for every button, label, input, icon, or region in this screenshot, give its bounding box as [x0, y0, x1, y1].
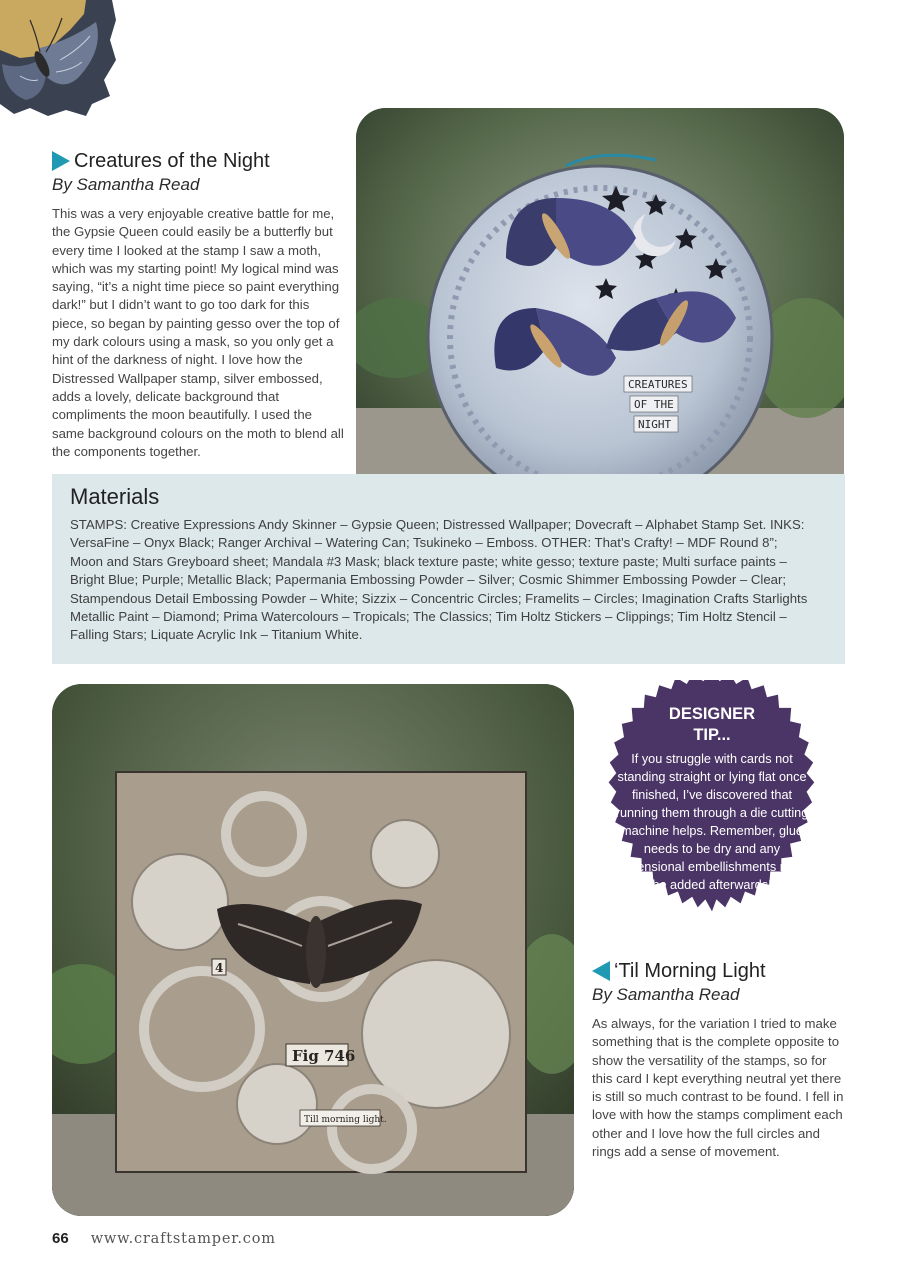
article-1-title: Creatures of the Night: [74, 150, 270, 172]
corner-moth-illustration: [0, 0, 120, 118]
page-number: 66: [52, 1230, 69, 1247]
article-2-byline: By Samantha Read: [592, 985, 740, 1004]
fig-label: Fig 746: [292, 1047, 356, 1065]
materials-title: Materials: [70, 484, 160, 509]
tip-text: If you struggle with cards not standing straight or lying flat once finished, I’ve discovered that running them through a die cutting machine helps. Remember, glue needs to be dry and any dimensional embellishments must be added afterwards!: [615, 752, 809, 892]
triangle-right-icon: [52, 151, 70, 171]
article-2-body: As always, for the variation I tried to make something that is the complete opposite to show the versatility of the stamps, so for this card I kept everything neutral yet there is still so much contrast to be found. I fell in love with how the stamps compliment each other and I love how the full circles and rings add a sense of movement.: [592, 1016, 844, 1160]
plaque-label-line-2: OF THE: [634, 398, 674, 411]
materials-box: [52, 474, 845, 664]
designer-tip-badge: [592, 680, 832, 920]
tip-content: [606, 704, 818, 894]
site-url: www.craftstamper.com: [90, 1231, 276, 1247]
article-2-heading: [592, 958, 848, 984]
materials-list: STAMPS: Creative Expressions Andy Skinner – Gypsie Queen; Distressed Wallpaper; Dovecraft – Alphabet Stamp Set. INKS: VersaFine – Onyx Black; Ranger Archival – Watering Can; Tsukineko – Emboss. OTHER: That’s Crafty! – MDF Round 8”; Moon and Stars Greyboard sheet; Mandala #3 Mask; black texture paste; white gesso; texture paste; Multi surface paints – Bright Blue; Purple; Metallic Black; Papermania Embossing Powder – Silver; Cosmic Shimmer Embossing Powder – Clear; Stampendous Detail Embossing Powder – White; Sizzix – Concentric Circles; Framelits – Circles; Imagination Crafts Starlights Metallic Paint – Diamond; Prima Watercolours – Tropicals; The Classics; Tim Holtz Stickers – Clippings; Tim Holtz Stencil – Falling Stars; Liquate Acrylic Ink – Titanium White.: [70, 517, 808, 643]
tip-title: DESIGNER TIP...: [668, 705, 756, 744]
article-til-morning-light: [592, 958, 848, 1161]
plaque-label-line-1: CREATURES: [628, 378, 688, 391]
article-2-title: ‘Til Morning Light: [614, 960, 766, 982]
article-1-heading: [52, 148, 344, 174]
plaque-label-line-3: NIGHT: [638, 418, 672, 431]
triangle-left-icon: [592, 961, 610, 981]
article-1-body: This was a very enjoyable creative battle for me, the Gypsie Queen could easily be a butterfly but every time I looked at the stamp I saw a moth, which was my starting point! My logical mind was saying, “it’s a night time piece so paint everything dark!” but I didn’t want to go too dark for this piece, so began by painting gesso over the top of my dark colours using a mask, so you only get a hint of the darkness of night. I love how the Distressed Wallpaper stamp, silver embossed, adds a lovely, delicate background that compliments the moon beautifully. I used the same background colours on the moth to blend all the components together.: [52, 206, 344, 459]
photo-til-morning-light: [52, 684, 574, 1216]
article-1-byline: By Samantha Read: [52, 175, 200, 194]
sticker-label: Till morning light.: [304, 1115, 387, 1125]
article-creatures-of-the-night: [52, 148, 344, 461]
number-label: 4: [215, 961, 224, 975]
page-footer: [52, 1230, 276, 1247]
photo-creatures-of-the-night: [356, 108, 844, 510]
